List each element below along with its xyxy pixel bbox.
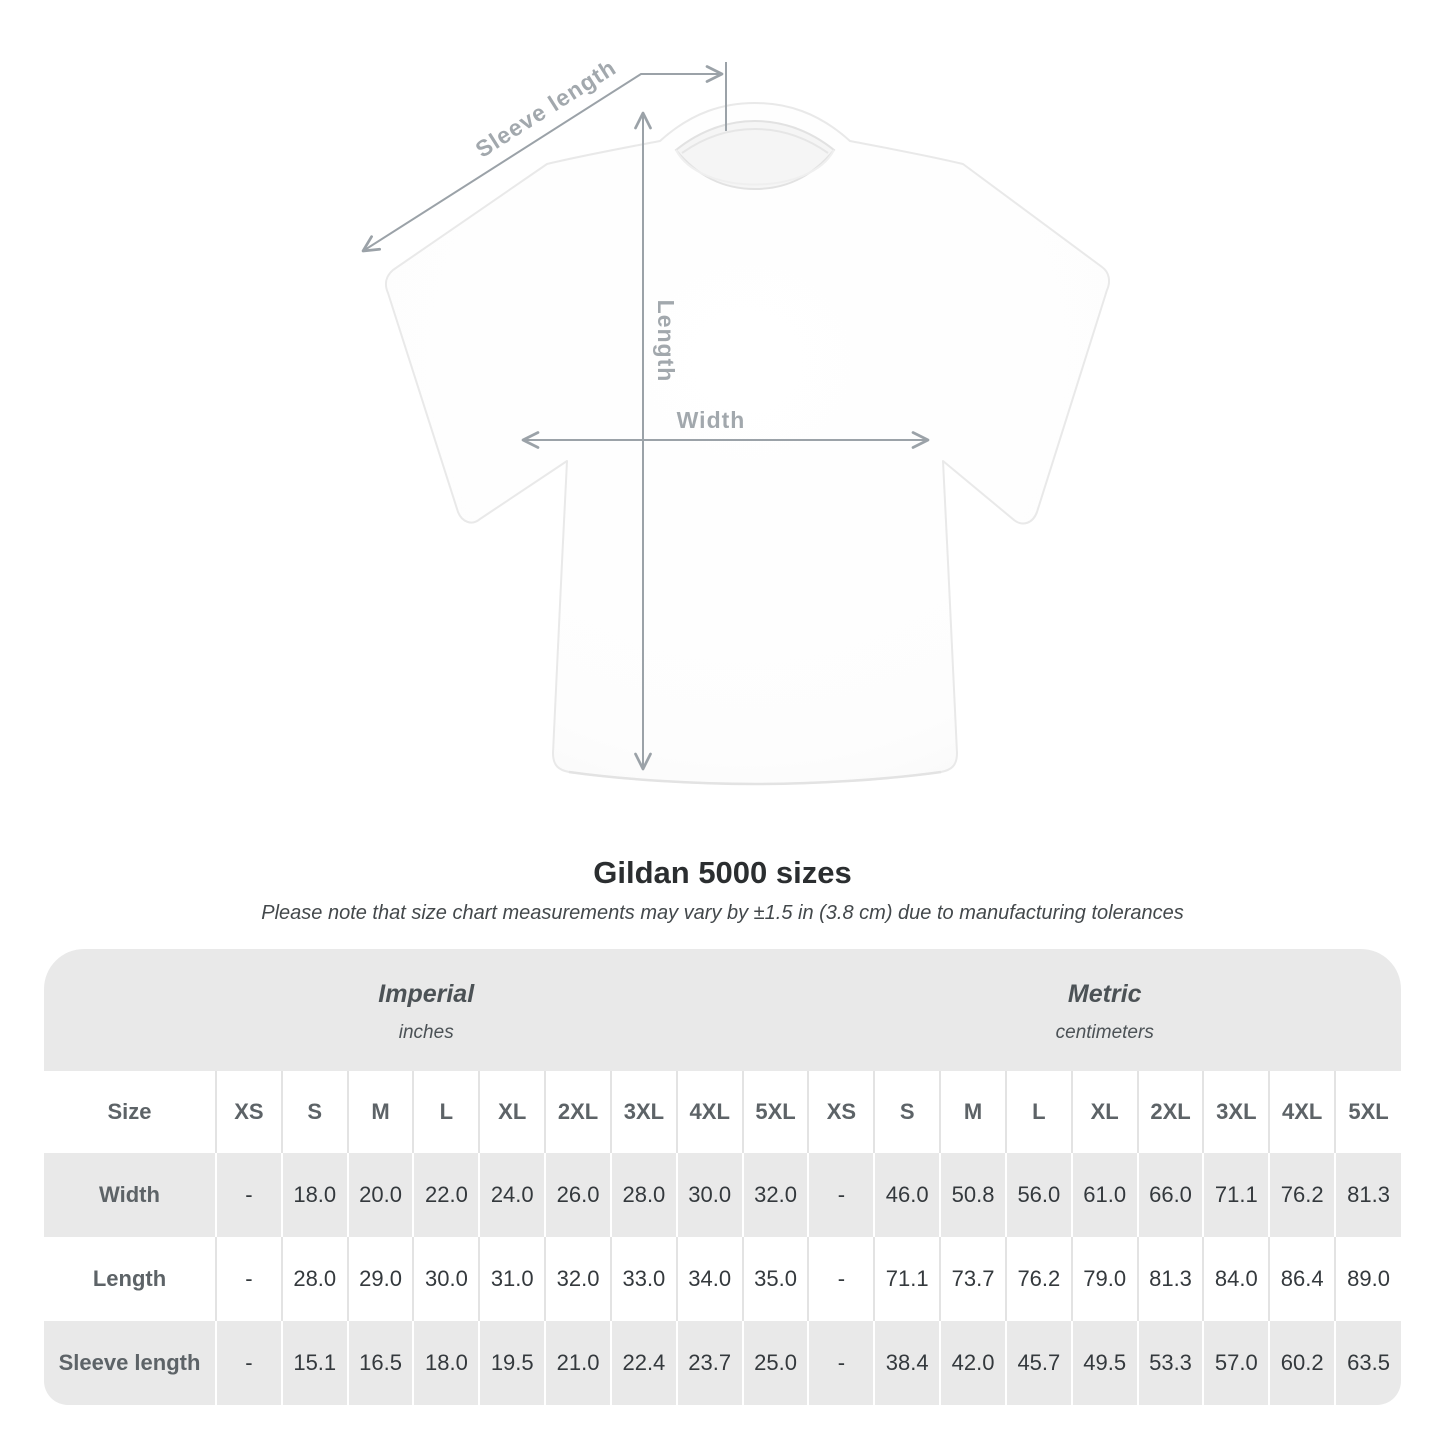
measurement-cell: -	[216, 1321, 282, 1405]
size-table	[44, 949, 1401, 1405]
measurement-cell: 86.4	[1269, 1237, 1335, 1321]
tolerance-note: Please note that size chart measurements may vary by ±1.5 in (3.8 cm) due to manufacturing tolerances	[261, 902, 1184, 925]
measurement-cell: 34.0	[677, 1237, 743, 1321]
size-table-container	[44, 949, 1401, 1405]
size-header-cell: 4XL	[1269, 1071, 1335, 1153]
metric-group-header	[808, 949, 1401, 1071]
measurement-cell: 29.0	[348, 1237, 414, 1321]
size-header-cell: S	[874, 1071, 940, 1153]
measurement-cell: 76.2	[1006, 1237, 1072, 1321]
unit-group-row	[44, 949, 1401, 1071]
length-label: Length	[653, 299, 679, 383]
measurement-cell: 22.4	[611, 1321, 677, 1405]
measurement-cell: 32.0	[743, 1153, 809, 1237]
measurement-cell: 89.0	[1335, 1237, 1401, 1321]
measurement-cell: 20.0	[348, 1153, 414, 1237]
measurement-cell: 63.5	[1335, 1321, 1401, 1405]
measurement-cell: 61.0	[1072, 1153, 1138, 1237]
measurement-cell: 42.0	[940, 1321, 1006, 1405]
measurement-cell: -	[216, 1153, 282, 1237]
measurement-row	[44, 1237, 1401, 1321]
size-header-cell: 3XL	[611, 1071, 677, 1153]
measurement-row	[44, 1321, 1401, 1405]
size-header-cell: XL	[479, 1071, 545, 1153]
measurement-cell: 35.0	[743, 1237, 809, 1321]
measurement-cell: 38.4	[874, 1321, 940, 1405]
measurement-cell: 24.0	[479, 1153, 545, 1237]
measurement-cell: 76.2	[1269, 1153, 1335, 1237]
size-header-cell: S	[282, 1071, 348, 1153]
measurement-cell: 33.0	[611, 1237, 677, 1321]
measurement-cell: 26.0	[545, 1153, 611, 1237]
tshirt-graphic	[386, 103, 1109, 784]
measurement-cell: 57.0	[1203, 1321, 1269, 1405]
metric-label: Metric	[1067, 980, 1142, 1009]
measurement-cell: -	[808, 1237, 874, 1321]
size-header-cell: M	[348, 1071, 414, 1153]
tshirt-outline	[386, 103, 1109, 784]
size-header-cell: 2XL	[1138, 1071, 1204, 1153]
measurement-cell: 31.0	[479, 1237, 545, 1321]
size-header-cell: 5XL	[743, 1071, 809, 1153]
sleeve-length-label: Sleeve length	[470, 53, 621, 163]
measurement-cell: 23.7	[677, 1321, 743, 1405]
measurement-cell: 50.8	[940, 1153, 1006, 1237]
size-header-cell: L	[1006, 1071, 1072, 1153]
measurement-cell: 45.7	[1006, 1321, 1072, 1405]
measurement-cell: 25.0	[743, 1321, 809, 1405]
page-title: Gildan 5000 sizes	[593, 855, 852, 890]
measurement-cell: 60.2	[1269, 1321, 1335, 1405]
size-header-cell: 5XL	[1335, 1071, 1401, 1153]
measurement-cell: -	[808, 1153, 874, 1237]
size-header-cell: M	[940, 1071, 1006, 1153]
measurement-cell: 32.0	[545, 1237, 611, 1321]
measurement-cell: 79.0	[1072, 1237, 1138, 1321]
measurement-cell: 28.0	[611, 1153, 677, 1237]
measurement-cell: 49.5	[1072, 1321, 1138, 1405]
measurement-row	[44, 1153, 1401, 1237]
measurement-cell: 81.3	[1335, 1153, 1401, 1237]
size-header-row	[44, 1071, 1401, 1153]
measurement-cell: 73.7	[940, 1237, 1006, 1321]
imperial-unit-label: inches	[398, 1022, 454, 1044]
measurement-row-label: Sleeve length	[58, 1349, 201, 1375]
size-header-cell: XS	[216, 1071, 282, 1153]
imperial-label: Imperial	[378, 980, 475, 1009]
measurement-row-label: Length	[92, 1265, 167, 1291]
measurement-cell: 84.0	[1203, 1237, 1269, 1321]
measurement-cell: 71.1	[874, 1237, 940, 1321]
measurement-cell: 56.0	[1006, 1153, 1072, 1237]
size-column-header: Size	[44, 1071, 216, 1153]
measurement-cell: 15.1	[282, 1321, 348, 1405]
measurement-cell: 30.0	[677, 1153, 743, 1237]
size-header-cell: 4XL	[677, 1071, 743, 1153]
size-table-body	[44, 1153, 1401, 1405]
size-header-cell: L	[413, 1071, 479, 1153]
measurement-cell: -	[808, 1321, 874, 1405]
measurement-cell: 81.3	[1138, 1237, 1204, 1321]
measurement-cell: 21.0	[545, 1321, 611, 1405]
measurement-cell: 30.0	[413, 1237, 479, 1321]
measurement-cell: 18.0	[282, 1153, 348, 1237]
size-header-cell: XL	[1072, 1071, 1138, 1153]
measurement-cell: 71.1	[1203, 1153, 1269, 1237]
measurement-cell: 16.5	[348, 1321, 414, 1405]
measurement-cell: -	[216, 1237, 282, 1321]
size-header-cell: XS	[808, 1071, 874, 1153]
size-header-cell: 2XL	[545, 1071, 611, 1153]
measurement-cell: 53.3	[1138, 1321, 1204, 1405]
measurement-cell: 28.0	[282, 1237, 348, 1321]
size-header-cell: 3XL	[1203, 1071, 1269, 1153]
measurement-cell: 19.5	[479, 1321, 545, 1405]
width-label: Width	[676, 407, 746, 433]
measurement-row-label: Width	[99, 1181, 160, 1207]
measurement-cell: 46.0	[874, 1153, 940, 1237]
metric-unit-label: centimeters	[1055, 1022, 1154, 1044]
imperial-group-header	[44, 949, 808, 1071]
measurement-cell: 22.0	[413, 1153, 479, 1237]
measurement-cell: 66.0	[1138, 1153, 1204, 1237]
measurement-cell: 18.0	[413, 1321, 479, 1405]
